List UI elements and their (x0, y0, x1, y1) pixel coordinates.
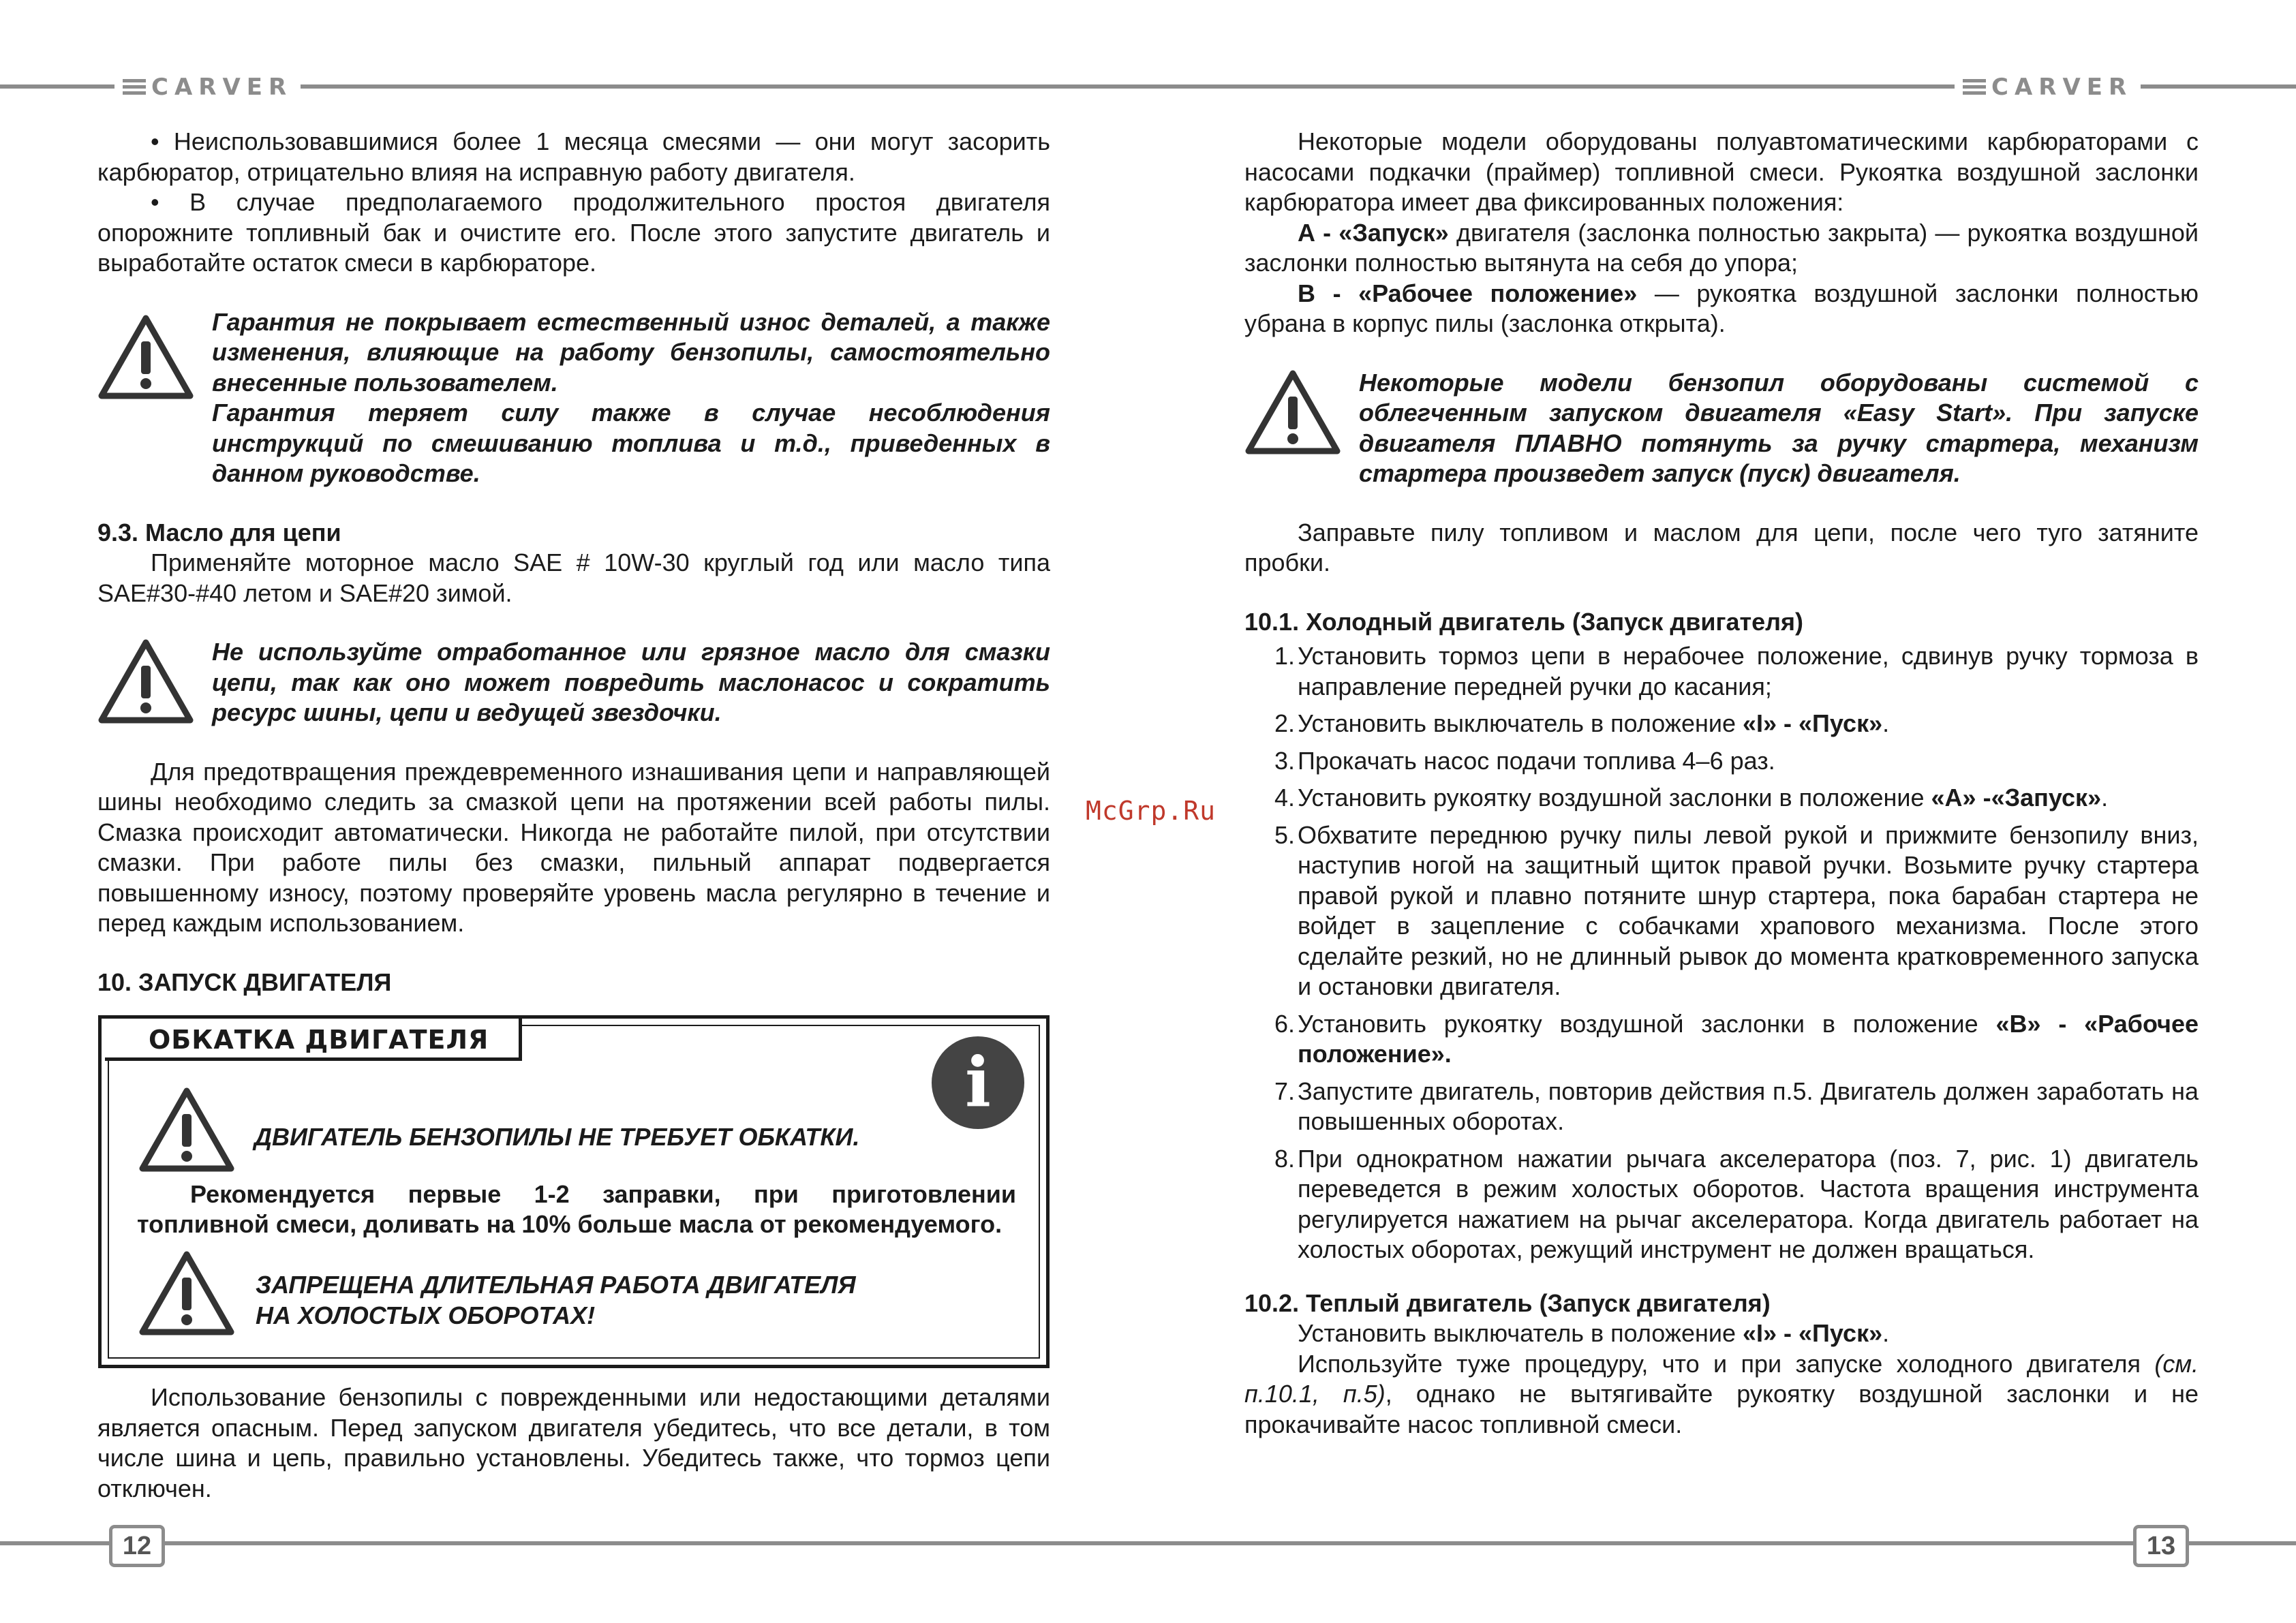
box-title: ОБКАТКА ДВИГАТЕЛЯ (105, 1019, 522, 1061)
page-number-left: 12 (109, 1525, 165, 1567)
warning-block (97, 637, 1050, 728)
box-warning-line: НА ХОЛОСТЫХ ОБОРОТАХ! (256, 1301, 596, 1329)
box-warning-text-2 (256, 1269, 856, 1331)
paragraph: Заправьте пилу топливом и маслом для цепи, после чего туго затяните пробки. (1244, 518, 2199, 576)
warning-icon (97, 314, 194, 401)
position-b-label: В - «Рабочее положение» (1298, 279, 1638, 307)
page-number-right: 13 (2133, 1525, 2189, 1567)
warning-icon (138, 1087, 235, 1174)
carver-mark-icon (123, 78, 146, 97)
warning-icon (138, 1250, 235, 1338)
list-item: 5. Обхватите переднюю ручку пилы левой рукой и прижмите бензопилу вниз, наступив ногой на защитный щиток правой ручки. Возьмите ручку стартера правой рукой и плавно потяните шнур стартера, пока барабан стартера не войдет в зацепление с собачками храпового механизма. После этого сделайте резкий, но не длинный рывок до момента кратковременного запуска и остановки двигателя. (1274, 820, 2199, 1000)
box-warning-line: ЗАПРЕЩЕНА ДЛИТЕЛЬНАЯ РАБОТА ДВИГАТЕЛЯ (256, 1271, 856, 1299)
break-in-box (98, 1015, 1050, 1368)
paragraph: Для предотвращения преждевременного изнашивания цепи и направляющей шины необходимо следить за смазкой цепи на протяжении всей работы пилы. Смазка происходит автоматически. Никогда не работайте пилой, при отсутствии смазки. При работе пилы без смазки, пильный аппарат подвергается повышенному износу, поэтому проверяйте уровень масла регулярно в течение и перед каждым использованием. (97, 757, 1050, 937)
footer-rule (0, 1541, 2296, 1545)
paragraph: • В случае предполагаемого продолжительного простоя двигателя опорожните топливный бак и очистите его. После этого запустите двигатель и выработайте остаток смеси в карбюраторе. (97, 188, 1050, 277)
warning-text: Гарантия не покрывает естественный износ деталей, а также изменения, влияющие на работу бензопилы, самостоятельно внесенные пользователем. (212, 307, 1050, 397)
section-heading-10-2: 10.2. Теплый двигатель (Запуск двигателя) (1244, 1288, 1771, 1317)
left-column (97, 127, 1050, 998)
section-heading-10: 10. ЗАПУСК ДВИГАТЕЛЯ (97, 968, 392, 996)
box-note: Рекомендуется первые 1-2 заправки, при приготовлении топливной смеси, доливать на 10% больше масла от рекомендуемого. (137, 1180, 1016, 1238)
list-item: 1. Установить тормоз цепи в нерабочее положение, сдвинув ручку тормоза в направление передней ручки до касания; (1274, 642, 2199, 700)
list-item: 6. Установить рукоятку воздушной заслонки в положение «В» - «Рабочее положение». (1274, 1009, 2199, 1068)
carver-mark-icon (1963, 78, 1986, 97)
paragraph: • Неиспользовавшимися более 1 месяца смесями — они могут засорить карбюратор, отрицательно влияя на исправную работу двигателя. (97, 127, 1050, 186)
paragraph: В - «Рабочее положение» — рукоятка воздушной заслонки полностью убрана в корпус пилы (заслонка открыта). (1244, 279, 2199, 337)
watermark: McGrp.Ru (1086, 796, 1216, 826)
carver-logo-right (1955, 72, 2141, 102)
left-column-end (97, 1382, 1050, 1504)
section-heading-10-1: 10.1. Холодный двигатель (Запуск двигателя) (1244, 607, 1803, 636)
warning-text: Гарантия теряет силу также в случае несоблюдения инструкций по смешиванию топлива и т.д., приведенных в данном руководстве. (212, 399, 1050, 487)
header-rule (0, 84, 2296, 89)
carver-logo-text: CARVER (1991, 74, 2133, 101)
carver-logo-text: CARVER (151, 74, 293, 101)
cold-start-steps (1244, 641, 2199, 1265)
paragraph: Некоторые модели оборудованы полуавтоматическими карбюраторами с насосами подкачки (праймер) топливной смеси. Рукоятка воздушной заслонки карбюратора имеет два фиксированных положения: (1244, 127, 2199, 216)
list-item: 2. Установить выключатель в положение «I» - «Пуск». (1274, 709, 1890, 737)
info-glyph: i (965, 1042, 991, 1122)
paragraph: А - «Запуск» двигателя (заслонка полностью закрыта) — рукоятка воздушной заслонки полностью вытянута на себя до упора; (1244, 218, 2199, 277)
right-column (1244, 127, 2199, 1440)
info-icon (930, 1035, 1026, 1130)
paragraph: Использование бензопилы с поврежденными или недостающими деталями является опасным. Перед запуском двигателя убедитесь, что все детали, в том числе шина и цепь, правильно установлены. Убедитесь также, что тормоз цепи отключен. (97, 1383, 1050, 1502)
position-a-label: А - «Запуск» (1298, 218, 1449, 247)
paragraph: Используйте туже процедуру, что и при запуске холодного двигателя (см. п.10.1, п.5), однако не вытягивайте рукоятку воздушной заслонки и не прокачивайте насос топливной смеси. (1244, 1349, 2199, 1438)
list-item: 3. Прокачать насос подачи топлива 4–6 раз. (1274, 746, 1775, 775)
carver-logo-left (114, 72, 301, 102)
warning-text: Некоторые модели бензопил оборудованы системой с облегченным запуском двигателя «Easy Start». При запуске двигателя ПЛАВНО потянуть за ручку стартера, механизм стартера произведет запуск (пуск) двигателя. (1359, 368, 2199, 487)
warning-text: Не используйте отработанное или грязное масло для смазки цепи, так как оно может повредить маслонасос и сократить ресурс шины, цепи и ведущей звездочки. (212, 638, 1050, 726)
paragraph: Установить выключатель в положение «I» - «Пуск». (1298, 1319, 1890, 1347)
paragraph: Применяйте моторное масло SAE # 10W-30 круглый год или масло типа SAE#30-#40 летом и SAE#20 зимой. (97, 548, 1050, 607)
list-item: 4. Установить рукоятку воздушной заслонки в положение «А» -«Запуск». (1274, 784, 2109, 812)
warning-block (97, 307, 1050, 489)
warning-icon (1244, 369, 1341, 457)
section-heading-9-3: 9.3. Масло для цепи (97, 518, 341, 546)
list-item: 7. Запустите двигатель, повторив действия п.5. Двигатель должен заработать на повышенных оборотах. (1274, 1077, 2199, 1135)
box-warning-text: ДВИГАТЕЛЬ БЕНЗОПИЛЫ НЕ ТРЕБУЕТ ОБКАТКИ. (254, 1123, 860, 1151)
warning-icon (97, 638, 194, 726)
list-item: 8. При однократном нажатии рычага акселератора (поз. 7, рис. 1) двигатель переведется в режим холостых оборотов. Частота вращения инструмента регулируется нажатием на рычаг акселератора. Когда двигатель работает на холостых оборотах, режущий инструмент не должен вращаться. (1274, 1144, 2199, 1263)
warning-block (1244, 368, 2199, 489)
